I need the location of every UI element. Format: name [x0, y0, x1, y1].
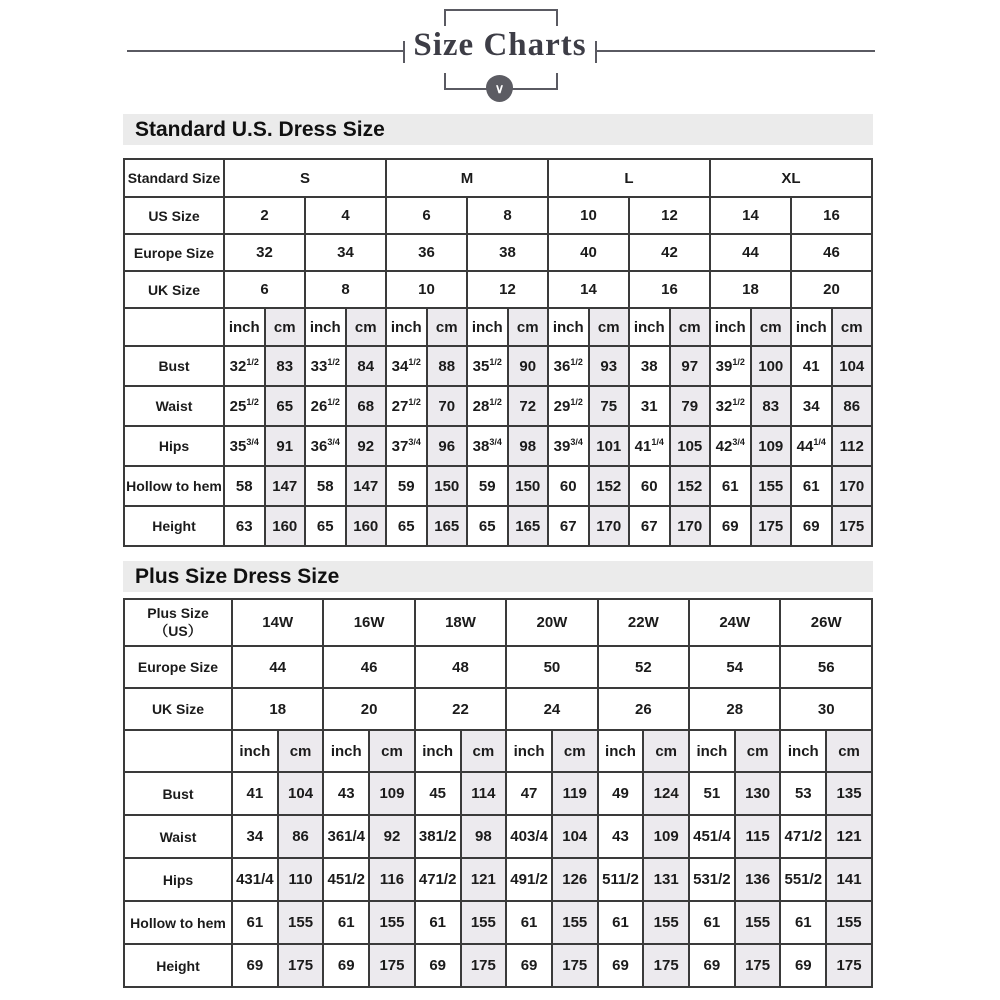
cell-units-9: cm — [643, 730, 689, 772]
cell-bust-6: $35^{1/2}$ — [467, 346, 508, 386]
cell-us-size-6: 14 — [710, 197, 791, 234]
cell-waist-9: 75 — [589, 386, 630, 426]
section-title-plus: Plus Size Dress Size — [123, 561, 873, 592]
row-label-europe-size: Europe Size — [124, 646, 232, 688]
cell-uk-size-4: 26 — [598, 688, 689, 730]
cell-hips-4: 471/2 — [415, 858, 461, 901]
row-label-standard-size: Standard Size — [124, 159, 224, 197]
cell-waist-2: 361/4 — [323, 815, 369, 858]
cell-hips-10: $41^{1/4}$ — [629, 426, 670, 466]
cell-hips-6: $38^{3/4}$ — [467, 426, 508, 466]
cell-units-15: cm — [832, 308, 873, 346]
cell-us-size-5: 12 — [629, 197, 710, 234]
table-row-bust — [124, 772, 872, 815]
table-row-height — [124, 944, 872, 987]
cell-europe-size-6: 56 — [780, 646, 872, 688]
cell-units-9: cm — [589, 308, 630, 346]
bracket-top-decoration — [444, 9, 558, 26]
cell-units-14: inch — [791, 308, 832, 346]
cell-bust-4: $34^{1/2}$ — [386, 346, 427, 386]
cell-uk-size-0: 6 — [224, 271, 305, 308]
cell-hips-7: 126 — [552, 858, 598, 901]
table-row-uk-size — [124, 271, 872, 308]
cell-height-7: 165 — [508, 506, 549, 546]
table-row-europe-size — [124, 234, 872, 271]
table-row-units — [124, 308, 872, 346]
cell-waist-7: 104 — [552, 815, 598, 858]
cell-waist-8: $29^{1/2}$ — [548, 386, 589, 426]
cell-bust-3: 109 — [369, 772, 415, 815]
cell-bust-2: $33^{1/2}$ — [305, 346, 346, 386]
row-label-uk-size: UK Size — [124, 688, 232, 730]
row-label-europe-size: Europe Size — [124, 234, 224, 271]
cell-bust-11: 97 — [670, 346, 711, 386]
cell-plus-size-2: 18W — [415, 599, 506, 646]
row-label-us-size: US Size — [124, 197, 224, 234]
cell-waist-5: 98 — [461, 815, 507, 858]
cell-bust-0: 41 — [232, 772, 278, 815]
cell-hollow-to-hem-4: 61 — [415, 901, 461, 944]
cell-hollow-to-hem-5: 155 — [461, 901, 507, 944]
cell-hips-12: $42^{3/4}$ — [710, 426, 751, 466]
cell-height-0: 63 — [224, 506, 265, 546]
table-row-standard-size — [124, 159, 872, 197]
cell-height-1: 160 — [265, 506, 306, 546]
standard-size-table — [123, 158, 873, 547]
cell-us-size-7: 16 — [791, 197, 872, 234]
cell-units-10: inch — [629, 308, 670, 346]
cell-europe-size-2: 36 — [386, 234, 467, 271]
cell-waist-4: $27^{1/2}$ — [386, 386, 427, 426]
cell-bust-7: 119 — [552, 772, 598, 815]
cell-hollow-to-hem-14: 61 — [791, 466, 832, 506]
cell-height-15: 175 — [832, 506, 873, 546]
cell-plus-size-5: 24W — [689, 599, 780, 646]
cell-units-12: inch — [710, 308, 751, 346]
cell-units-4: inch — [386, 308, 427, 346]
row-label-hips: Hips — [124, 426, 224, 466]
cell-hollow-to-hem-3: 147 — [346, 466, 387, 506]
cell-uk-size-3: 12 — [467, 271, 548, 308]
cell-bust-9: 93 — [589, 346, 630, 386]
cell-europe-size-4: 52 — [598, 646, 689, 688]
plus-size-table — [123, 598, 873, 988]
row-label-waist: Waist — [124, 386, 224, 426]
cell-uk-size-2: 22 — [415, 688, 506, 730]
cell-height-11: 170 — [670, 506, 711, 546]
cell-europe-size-6: 44 — [710, 234, 791, 271]
cell-hips-9: 131 — [643, 858, 689, 901]
cell-europe-size-5: 42 — [629, 234, 710, 271]
cell-bust-8: $36^{1/2}$ — [548, 346, 589, 386]
cell-bust-1: 83 — [265, 346, 306, 386]
cell-height-7: 175 — [552, 944, 598, 987]
cell-height-9: 170 — [589, 506, 630, 546]
chevron-glyph: ∨ — [494, 81, 505, 96]
row-label-waist: Waist — [124, 815, 232, 858]
cell-waist-14: 34 — [791, 386, 832, 426]
cell-hollow-to-hem-1: 147 — [265, 466, 306, 506]
cell-height-2: 65 — [305, 506, 346, 546]
cell-bust-9: 124 — [643, 772, 689, 815]
cell-hollow-to-hem-4: 59 — [386, 466, 427, 506]
cell-units-2: inch — [323, 730, 369, 772]
cell-hips-9: 101 — [589, 426, 630, 466]
row-label-height: Height — [124, 944, 232, 987]
cell-waist-12: $32^{1/2}$ — [710, 386, 751, 426]
cell-height-2: 69 — [323, 944, 369, 987]
cell-waist-1: 65 — [265, 386, 306, 426]
cell-hollow-to-hem-12: 61 — [780, 901, 826, 944]
cell-uk-size-1: 20 — [323, 688, 414, 730]
cell-units-3: cm — [346, 308, 387, 346]
cell-bust-14: 41 — [791, 346, 832, 386]
cell-waist-6: $28^{1/2}$ — [467, 386, 508, 426]
cell-bust-6: 47 — [506, 772, 552, 815]
table-row-bust — [124, 346, 872, 386]
cell-hips-7: 98 — [508, 426, 549, 466]
cell-uk-size-7: 20 — [791, 271, 872, 308]
cell-bust-10: 38 — [629, 346, 670, 386]
cell-height-8: 67 — [548, 506, 589, 546]
cell-height-4: 65 — [386, 506, 427, 546]
cell-units-3: cm — [369, 730, 415, 772]
cell-hips-3: 116 — [369, 858, 415, 901]
cell-hollow-to-hem-6: 59 — [467, 466, 508, 506]
cell-units-0: inch — [232, 730, 278, 772]
cell-bust-1: 104 — [278, 772, 324, 815]
cell-hollow-to-hem-5: 150 — [427, 466, 468, 506]
cell-hollow-to-hem-13: 155 — [751, 466, 792, 506]
cell-hips-1: 91 — [265, 426, 306, 466]
cell-hollow-to-hem-9: 152 — [589, 466, 630, 506]
cell-bust-3: 84 — [346, 346, 387, 386]
cell-units-1: cm — [265, 308, 306, 346]
table-row-waist — [124, 815, 872, 858]
cell-uk-size-0: 18 — [232, 688, 323, 730]
cell-uk-size-6: 18 — [710, 271, 791, 308]
cell-units-13: cm — [826, 730, 872, 772]
cell-waist-5: 70 — [427, 386, 468, 426]
table-row-height — [124, 506, 872, 546]
cell-hips-1: 110 — [278, 858, 324, 901]
cell-hips-13: 141 — [826, 858, 872, 901]
cell-bust-12: $39^{1/2}$ — [710, 346, 751, 386]
cell-units-1: cm — [278, 730, 324, 772]
cell-us-size-0: 2 — [224, 197, 305, 234]
row-label-hollow-to-hem: Hollow to hem — [124, 901, 232, 944]
cell-units-11: cm — [670, 308, 711, 346]
cell-plus-size-1: 16W — [323, 599, 414, 646]
cell-hips-10: 531/2 — [689, 858, 735, 901]
row-label-height: Height — [124, 506, 224, 546]
row-label-units — [124, 730, 232, 772]
cell-height-13: 175 — [826, 944, 872, 987]
cell-hollow-to-hem-10: 60 — [629, 466, 670, 506]
chevron-down-icon — [486, 75, 513, 102]
cell-waist-7: 72 — [508, 386, 549, 426]
cell-waist-8: 43 — [598, 815, 644, 858]
cell-standard-size-2: L — [548, 159, 710, 197]
row-label-bust: Bust — [124, 772, 232, 815]
cell-height-13: 175 — [751, 506, 792, 546]
cell-waist-3: 92 — [369, 815, 415, 858]
cell-units-5: cm — [461, 730, 507, 772]
cell-height-8: 69 — [598, 944, 644, 987]
cell-hips-5: 121 — [461, 858, 507, 901]
cell-height-12: 69 — [710, 506, 751, 546]
cell-hollow-to-hem-15: 170 — [832, 466, 873, 506]
cell-hollow-to-hem-9: 155 — [643, 901, 689, 944]
cell-hips-8: $39^{3/4}$ — [548, 426, 589, 466]
cell-waist-11: 79 — [670, 386, 711, 426]
cell-standard-size-1: M — [386, 159, 548, 197]
cell-uk-size-5: 16 — [629, 271, 710, 308]
cell-units-13: cm — [751, 308, 792, 346]
cell-height-6: 65 — [467, 506, 508, 546]
cell-units-11: cm — [735, 730, 781, 772]
row-label-hips: Hips — [124, 858, 232, 901]
cell-hollow-to-hem-11: 152 — [670, 466, 711, 506]
table-row-waist — [124, 386, 872, 426]
cell-waist-0: $25^{1/2}$ — [224, 386, 265, 426]
cell-units-7: cm — [552, 730, 598, 772]
cell-hollow-to-hem-12: 61 — [710, 466, 751, 506]
cell-height-3: 160 — [346, 506, 387, 546]
cell-hollow-to-hem-2: 58 — [305, 466, 346, 506]
cell-hollow-to-hem-8: 61 — [598, 901, 644, 944]
cell-europe-size-0: 32 — [224, 234, 305, 271]
table-row-plus-size — [124, 599, 872, 646]
cell-us-size-3: 8 — [467, 197, 548, 234]
row-label-uk-size: UK Size — [124, 271, 224, 308]
cell-hips-2: 451/2 — [323, 858, 369, 901]
cell-height-14: 69 — [791, 506, 832, 546]
cell-hips-0: 431/4 — [232, 858, 278, 901]
cell-plus-size-3: 20W — [506, 599, 597, 646]
cell-waist-9: 109 — [643, 815, 689, 858]
cell-height-10: 69 — [689, 944, 735, 987]
table-row-units — [124, 730, 872, 772]
cell-hips-14: $44^{1/4}$ — [791, 426, 832, 466]
cell-europe-size-3: 38 — [467, 234, 548, 271]
cell-europe-size-0: 44 — [232, 646, 323, 688]
cell-us-size-4: 10 — [548, 197, 629, 234]
cell-standard-size-0: S — [224, 159, 386, 197]
cell-waist-11: 115 — [735, 815, 781, 858]
cell-hips-12: 551/2 — [780, 858, 826, 901]
table-row-hollow-to-hem — [124, 901, 872, 944]
cell-bust-5: 114 — [461, 772, 507, 815]
cell-hips-2: $36^{3/4}$ — [305, 426, 346, 466]
cell-bust-10: 51 — [689, 772, 735, 815]
cell-hips-11: 136 — [735, 858, 781, 901]
cell-units-8: inch — [598, 730, 644, 772]
cell-waist-3: 68 — [346, 386, 387, 426]
cell-hollow-to-hem-2: 61 — [323, 901, 369, 944]
page-header — [0, 0, 1000, 112]
cell-plus-size-4: 22W — [598, 599, 689, 646]
cell-waist-1: 86 — [278, 815, 324, 858]
cell-europe-size-5: 54 — [689, 646, 780, 688]
cell-height-6: 69 — [506, 944, 552, 987]
cell-bust-11: 130 — [735, 772, 781, 815]
cell-units-6: inch — [506, 730, 552, 772]
cell-hips-13: 109 — [751, 426, 792, 466]
cell-hips-0: $35^{3/4}$ — [224, 426, 265, 466]
cell-waist-13: 121 — [826, 815, 872, 858]
cell-bust-13: 135 — [826, 772, 872, 815]
cell-uk-size-6: 30 — [780, 688, 872, 730]
cell-bust-12: 53 — [780, 772, 826, 815]
cell-units-8: inch — [548, 308, 589, 346]
cell-plus-size-6: 26W — [780, 599, 872, 646]
cell-hips-15: 112 — [832, 426, 873, 466]
cell-hollow-to-hem-10: 61 — [689, 901, 735, 944]
cell-uk-size-4: 14 — [548, 271, 629, 308]
cell-units-4: inch — [415, 730, 461, 772]
cell-waist-12: 471/2 — [780, 815, 826, 858]
cell-hollow-to-hem-7: 155 — [552, 901, 598, 944]
cell-height-12: 69 — [780, 944, 826, 987]
cell-hollow-to-hem-1: 155 — [278, 901, 324, 944]
cell-hips-3: 92 — [346, 426, 387, 466]
cell-uk-size-5: 28 — [689, 688, 780, 730]
cell-europe-size-3: 50 — [506, 646, 597, 688]
cell-uk-size-2: 10 — [386, 271, 467, 308]
cell-waist-10: 31 — [629, 386, 670, 426]
cell-hips-8: 511/2 — [598, 858, 644, 901]
table-row-hollow-to-hem — [124, 466, 872, 506]
cell-units-12: inch — [780, 730, 826, 772]
table-row-uk-size — [124, 688, 872, 730]
table-row-hips — [124, 858, 872, 901]
cell-height-5: 175 — [461, 944, 507, 987]
cell-europe-size-1: 34 — [305, 234, 386, 271]
cell-bust-8: 49 — [598, 772, 644, 815]
cell-uk-size-3: 24 — [506, 688, 597, 730]
cell-us-size-1: 4 — [305, 197, 386, 234]
cell-bust-7: 90 — [508, 346, 549, 386]
cell-bust-5: 88 — [427, 346, 468, 386]
cell-europe-size-7: 46 — [791, 234, 872, 271]
cell-waist-4: 381/2 — [415, 815, 461, 858]
cell-units-10: inch — [689, 730, 735, 772]
cell-hollow-to-hem-7: 150 — [508, 466, 549, 506]
cell-height-9: 175 — [643, 944, 689, 987]
cell-hollow-to-hem-11: 155 — [735, 901, 781, 944]
table-row-us-size — [124, 197, 872, 234]
cell-hips-5: 96 — [427, 426, 468, 466]
cell-hips-11: 105 — [670, 426, 711, 466]
cell-waist-15: 86 — [832, 386, 873, 426]
cell-height-0: 69 — [232, 944, 278, 987]
cell-units-6: inch — [467, 308, 508, 346]
cell-standard-size-3: XL — [710, 159, 872, 197]
cell-bust-4: 45 — [415, 772, 461, 815]
cell-height-4: 69 — [415, 944, 461, 987]
cell-europe-size-4: 40 — [548, 234, 629, 271]
cell-bust-2: 43 — [323, 772, 369, 815]
cell-uk-size-1: 8 — [305, 271, 386, 308]
cell-hollow-to-hem-0: 58 — [224, 466, 265, 506]
page-title: Size Charts — [413, 27, 587, 63]
cell-waist-13: 83 — [751, 386, 792, 426]
row-label-bust: Bust — [124, 346, 224, 386]
cell-height-1: 175 — [278, 944, 324, 987]
cell-hips-4: $37^{3/4}$ — [386, 426, 427, 466]
cell-height-5: 165 — [427, 506, 468, 546]
cell-hollow-to-hem-13: 155 — [826, 901, 872, 944]
cell-height-3: 175 — [369, 944, 415, 987]
table-row-europe-size — [124, 646, 872, 688]
table-row-hips — [124, 426, 872, 466]
cell-waist-2: $26^{1/2}$ — [305, 386, 346, 426]
cell-units-5: cm — [427, 308, 468, 346]
cell-height-10: 67 — [629, 506, 670, 546]
cell-waist-10: 451/4 — [689, 815, 735, 858]
cell-europe-size-2: 48 — [415, 646, 506, 688]
cell-hollow-to-hem-3: 155 — [369, 901, 415, 944]
row-label-hollow-to-hem: Hollow to hem — [124, 466, 224, 506]
cell-bust-15: 104 — [832, 346, 873, 386]
cell-units-0: inch — [224, 308, 265, 346]
cell-waist-6: 403/4 — [506, 815, 552, 858]
row-label-plus-size: Plus Size （US） — [124, 599, 232, 646]
row-label-units — [124, 308, 224, 346]
cell-hollow-to-hem-0: 61 — [232, 901, 278, 944]
cell-bust-13: 100 — [751, 346, 792, 386]
cell-hollow-to-hem-6: 61 — [506, 901, 552, 944]
cell-hips-6: 491/2 — [506, 858, 552, 901]
cell-hollow-to-hem-8: 60 — [548, 466, 589, 506]
header-rule-right — [595, 50, 875, 52]
cell-units-2: inch — [305, 308, 346, 346]
cell-waist-0: 34 — [232, 815, 278, 858]
cell-us-size-2: 6 — [386, 197, 467, 234]
cell-europe-size-1: 46 — [323, 646, 414, 688]
cell-height-11: 175 — [735, 944, 781, 987]
section-title-standard: Standard U.S. Dress Size — [123, 114, 873, 145]
cell-plus-size-0: 14W — [232, 599, 323, 646]
cell-units-7: cm — [508, 308, 549, 346]
cell-bust-0: $32^{1/2}$ — [224, 346, 265, 386]
